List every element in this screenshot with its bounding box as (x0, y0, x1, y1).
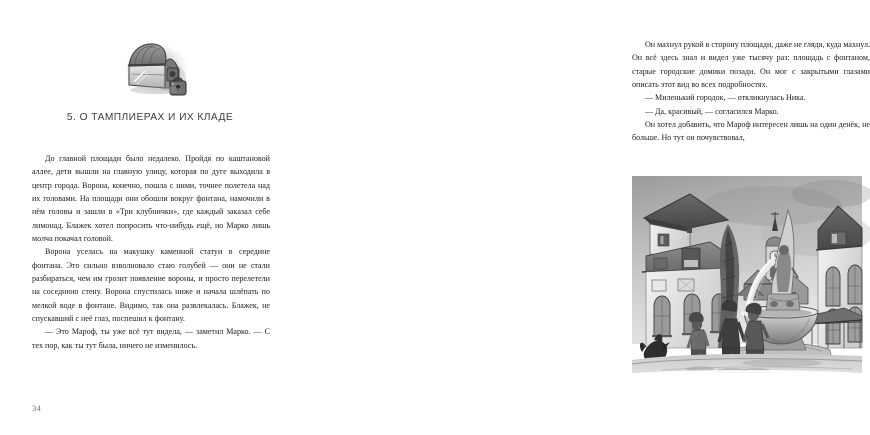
paragraph: — Это Мароф, ты уже всё тут видела, — заметил Марко. — С тех пор, как ты тут была, ничего не изменилось. (32, 327, 270, 350)
right-page-body-text (632, 38, 870, 145)
paragraph: Ворона уселась на макушку каменной статуи в середине фонтана. Это сильно взволновало стаю голубей — они не стали разбираться, чем им грозит появление вороны, и просто перелетели на соседнюю стену. Ворона спустилась ниже и начала шлёпать по мелкой воде в фонтане. Видимо, так она развлекалась. Блажек, не спускавший с неё глаз, поспешил к фонтану. (32, 247, 270, 324)
paragraph: — Миленький городок, — откликнулась Ника. (645, 93, 806, 103)
paragraph: Он хотел добавить, что Мароф интересен лишь на один денёк, не больше. Но тут он почувствовал, (632, 120, 870, 143)
paragraph: — Да, красивый, — согласился Марко. (645, 106, 779, 116)
treasure-chest-with-padlock-icon (112, 28, 204, 106)
town-square-fountain-illustration (632, 176, 862, 383)
paragraph: До главной площади было недалеко. Пройдя по каштановой аллее, дети вышли на главную улицу, которая по дуге выходила в центр города. Ворона, конечно, пошла с ними, точнее полетела над их головами. На площади они обошли вокруг фонтана, намочили в нём головы и зашли в «Три клубнички», где каждый заказал себе лимонад. Блажек хотел попросить что-нибудь ещё, но Марко лишь молча покачал головой. (32, 154, 270, 244)
page-number: 34 (32, 403, 42, 413)
left-page-body-text (32, 152, 270, 352)
right-page (300, 0, 870, 435)
chapter-title: 5. О ТАМПЛИЕРАХ И ИХ КЛАДЕ (66, 112, 234, 123)
paragraph: Он махнул рукой в сторону площади, даже не глядя, куда махнул. Он всё здесь знал и видел уже тысячу раз: площадь с фонтаном, старые городские домики позади. Он мог с закрытыми глазами описать этот вид во всех подробностях. (632, 40, 870, 90)
left-page (0, 0, 300, 435)
